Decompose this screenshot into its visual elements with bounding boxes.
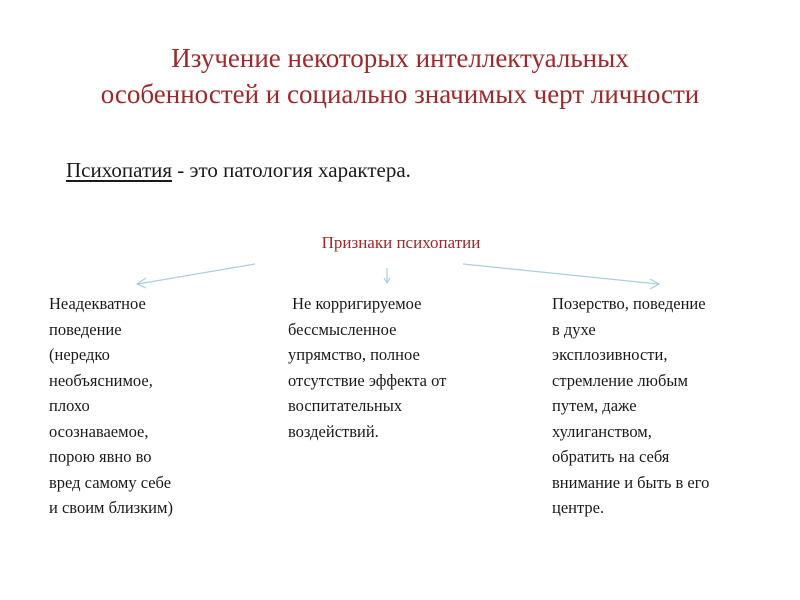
text-line: вред самому себе [49, 472, 172, 492]
text-line: бессмысленное [288, 319, 397, 339]
text-line: Позерство, поведение [552, 294, 706, 313]
text-line: отсутствие эффекта от [288, 370, 447, 390]
text-line: (нередко [49, 345, 110, 364]
text-line: плохо [49, 396, 90, 415]
text-line: упрямство, полное [288, 345, 420, 364]
title-line-1: Изучение некоторых интеллектуальных [171, 43, 629, 73]
slide-title [0, 40, 800, 112]
text-line: воспитательных [288, 396, 403, 415]
sign-column-stubbornness [288, 291, 446, 444]
sign-column-posturing [552, 291, 709, 521]
arrow-right-head [650, 279, 659, 289]
text-line: хулиганством, [552, 421, 652, 441]
text-line: порою явно во [49, 447, 152, 466]
sign-column-inadequate-behavior [49, 291, 173, 521]
text-line: внимание и быть в его [552, 472, 710, 492]
text-line: в духе [552, 319, 596, 339]
text-line: воздействий. [288, 421, 379, 441]
text-line: стремление любым [552, 370, 688, 390]
text-line: необъяснимое, [49, 370, 153, 390]
text-line: Неадекватное [49, 294, 146, 313]
definition [66, 158, 411, 183]
arrow-middle-head [384, 278, 390, 283]
text-line: Не корригируемое [288, 294, 422, 313]
text-line: обратить на себя [552, 447, 670, 466]
text-line: осознаваемое, [49, 421, 149, 441]
text-line: эксплозивности, [552, 345, 668, 364]
text-line: поведение [49, 319, 122, 339]
definition-text: - это патология характера. [172, 158, 411, 182]
arrow-right [463, 264, 658, 284]
arrow-left-head [137, 278, 146, 288]
signs-heading: Признаки психопатии [321, 233, 481, 252]
title-line-2: особенностей и социально значимых черт личности [100, 79, 700, 109]
text-line: и своим близким) [49, 498, 173, 517]
definition-term: Психопатия [66, 158, 173, 182]
text-line: центре. [552, 498, 605, 517]
text-line: путем, даже [552, 396, 637, 415]
arrow-left [138, 264, 255, 284]
